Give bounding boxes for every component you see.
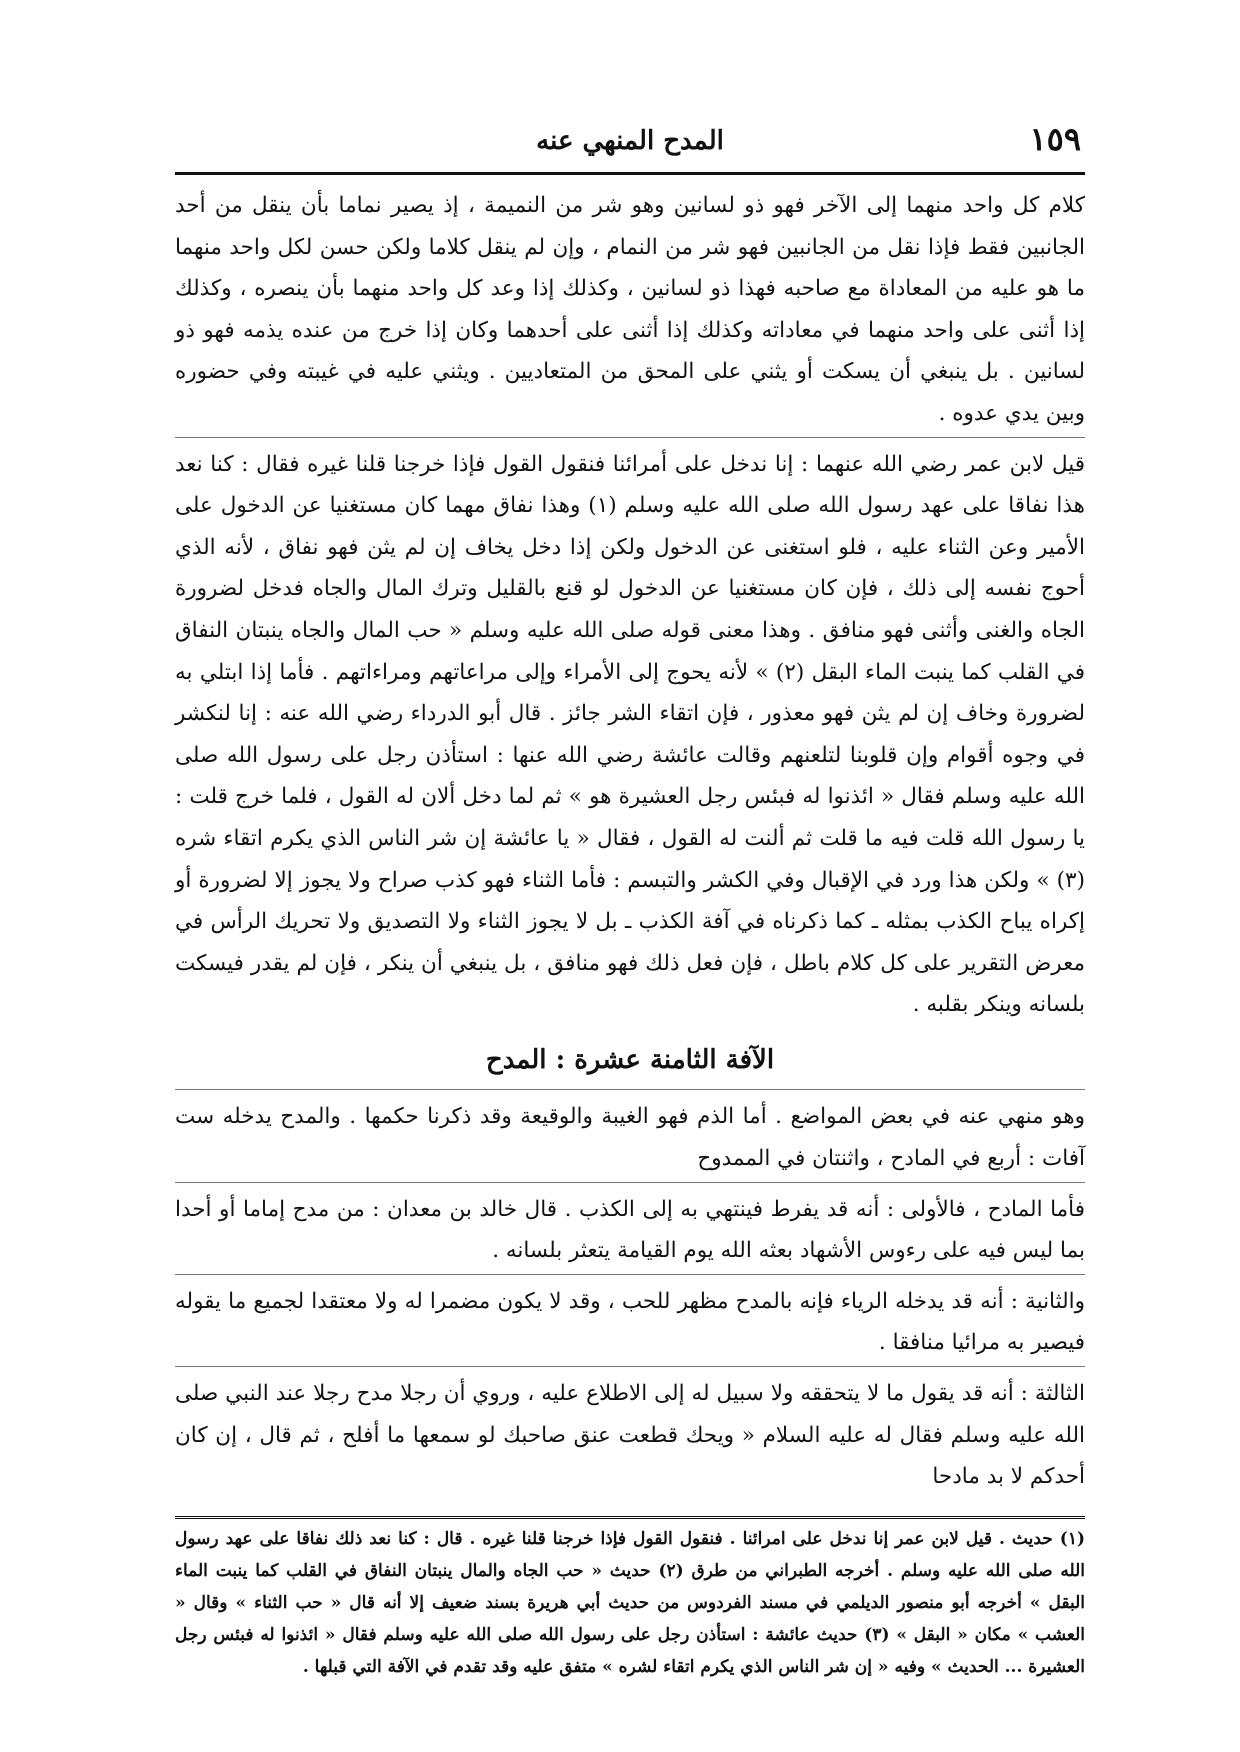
footnote-text: (١) حديث . قيل لابن عمر إنا ندخل على امرائنا . فنقول القول فإذا خرجنا قلنا غيره . قال : كنا نعد ذلك نفاقا على عهد رسول الله صلى الله عليه وسلم . أخرجه الطبراني من طرق (٢) حديث « حب الجاه والمال ينبتان النفاق في القلب كما ينبت الماء البقل » أخرجه أبو منصور الديلمي في مسند الفردوس من حديث أبي هريرة بسند ضعيف إلا أنه قال « حب الثناء » وقال « العشب » مكان « البقل » (٣) حديث عائشة : استأذن رجل على رسول الله صلى الله عليه وسلم فقال « ائذنوا له فبئس رجل العشيرة ... الحديث » وفيه « إن شر الناس الذي يكرم اتقاء لشره » متفق عليه وقد تقدم في الآفة التي قبلها . xyxy=(175,1528,1086,1677)
paragraph-divider xyxy=(175,1089,1085,1090)
paragraph-divider xyxy=(175,1274,1085,1275)
main-text xyxy=(175,175,1085,1498)
paragraph-divider xyxy=(175,437,1085,438)
paragraph: كلام كل واحد منهما إلى الآخر فهو ذو لسانين وهو شر من النميمة ، إذ يصير نماما بأن ينقل من أحد الجانبين فقط فإذا نقل من الجانبين فهو شر من النمام ، وإن لم ينقل كلاما ولكن حسن لكل واحد منهما ما هو عليه من المعاداة مع صاحبه فهذا ذو لسانين ، وكذلك إذا وعد كل واحد منهما بأن ينصره ، وكذلك إذا أثنى على واحد منهما في معاداته وكذلك إذا أثنى على أحدهما وكان إذا خرج من عنده يذمه فهو ذو لسانين . بل ينبغي أن يسكت أو يثني على المحق من المتعاديين . ويثني عليه في غيبته وفي حضوره وبين يدي عدوه . xyxy=(175,193,1085,426)
paragraph: فأما المادح ، فالأولى : أنه قد يفرط فينتهي به إلى الكذب . قال خالد بن معدان : من مدح إماما أو أحدا بما ليس فيه على رءوس الأشهاد بعثه الله يوم القيامة يتعثر بلسانه . xyxy=(175,1196,1085,1264)
paragraph-divider xyxy=(175,1366,1085,1367)
paragraph: وهو منهي عنه في بعض المواضع . أما الذم فهو الغيبة والوقيعة وقد ذكرنا حكمها . والمدح يدخله ست آفات : أربع في المادح ، واثنتان في الممدوح xyxy=(175,1104,1085,1172)
paragraph: والثانية : أنه قد يدخله الرياء فإنه بالمدح مظهر للحب ، وقد لا يكون مضمرا له ولا معتقدا لجميع ما يقوله فيصير به مرائيا منافقا . xyxy=(175,1288,1085,1356)
paragraph-divider xyxy=(175,1182,1085,1183)
paragraph: قيل لابن عمر رضي الله عنهما : إنا ندخل على أمرائنا فنقول القول فإذا خرجنا قلنا غيره فقال : كنا نعد هذا نفاقا على عهد رسول الله صلى الله عليه وسلم (١) وهذا نفاق مهما كان مستغنيا عن الدخول على الأمير وعن الثناء عليه ، فلو استغنى عن الدخول ولكن إذا دخل يخاف إن لم يثن فهو نفاق ، لأنه الذي أحوج نفسه إلى ذلك ، فإن كان مستغنيا عن الدخول لو قنع بالقليل وترك المال والجاه فدخل لضرورة الجاه والغنى وأثنى فهو منافق . وهذا معنى قوله صلى الله عليه وسلم « حب المال والجاه ينبتان النفاق في القلب كما ينبت الماء البقل (٢) » لأنه يحوج إلى الأمراء وإلى مراعاتهم ومراءاتهم . فأما إذا ابتلي به لضرورة وخاف إن لم يثن فهو معذور ، فإن اتقاء الشر جائز . قال أبو الدرداء رضي الله عنه : إنا لنكشر في وجوه أقوام وإن قلوبنا لتلعنهم وقالت عائشة رضي الله عنها : استأذن رجل على رسول الله صلى الله عليه وسلم فقال « ائذنوا له فبئس رجل العشيرة هو » ثم لما دخل ألان له القول ، فلما خرج قلت : يا رسول الله قلت فيه ما قلت ثم ألنت له القول ، فقال « يا عائشة إن شر الناس الذي يكرم اتقاء شره (٣) » ولكن هذا ورد في الإقبال وفي الكشر والتبسم : فأما الثناء فهو كذب صراح ولا يجوز إلا لضرورة أو إكراه يباح الكذب بمثله ـ كما ذكرناه في آفة الكذب ـ بل لا يجوز الثناء ولا التصديق ولا تحريك الرأس في معرض التقرير على كل كلام باطل ، فإن فعل ذلك فهو منافق ، بل ينبغي أن ينكر ، فإن لم يقدر فيسكت بلسانه وينكر بقلبه . xyxy=(175,451,1085,1018)
page-number: ١٥٩ xyxy=(1029,120,1081,158)
footnotes xyxy=(175,1519,1085,1683)
paragraph: الثالثة : أنه قد يقول ما لا يتحققه ولا سبيل له إلى الاطلاع عليه ، وروي أن رجلا مدح رجلا عند النبي صلى الله عليه وسلم فقال له عليه السلام « ويحك قطعت عنق صاحبك لو سمعها ما أفلح ، ثم قال ، إن كان أحدكم لا بد مادحا xyxy=(175,1381,1085,1490)
book-page xyxy=(175,112,1085,1683)
running-title: المدح المنهي عنه xyxy=(536,126,724,156)
page-header xyxy=(175,112,1085,168)
section-heading: الآفة الثامنة عشرة : المدح xyxy=(485,1044,775,1075)
